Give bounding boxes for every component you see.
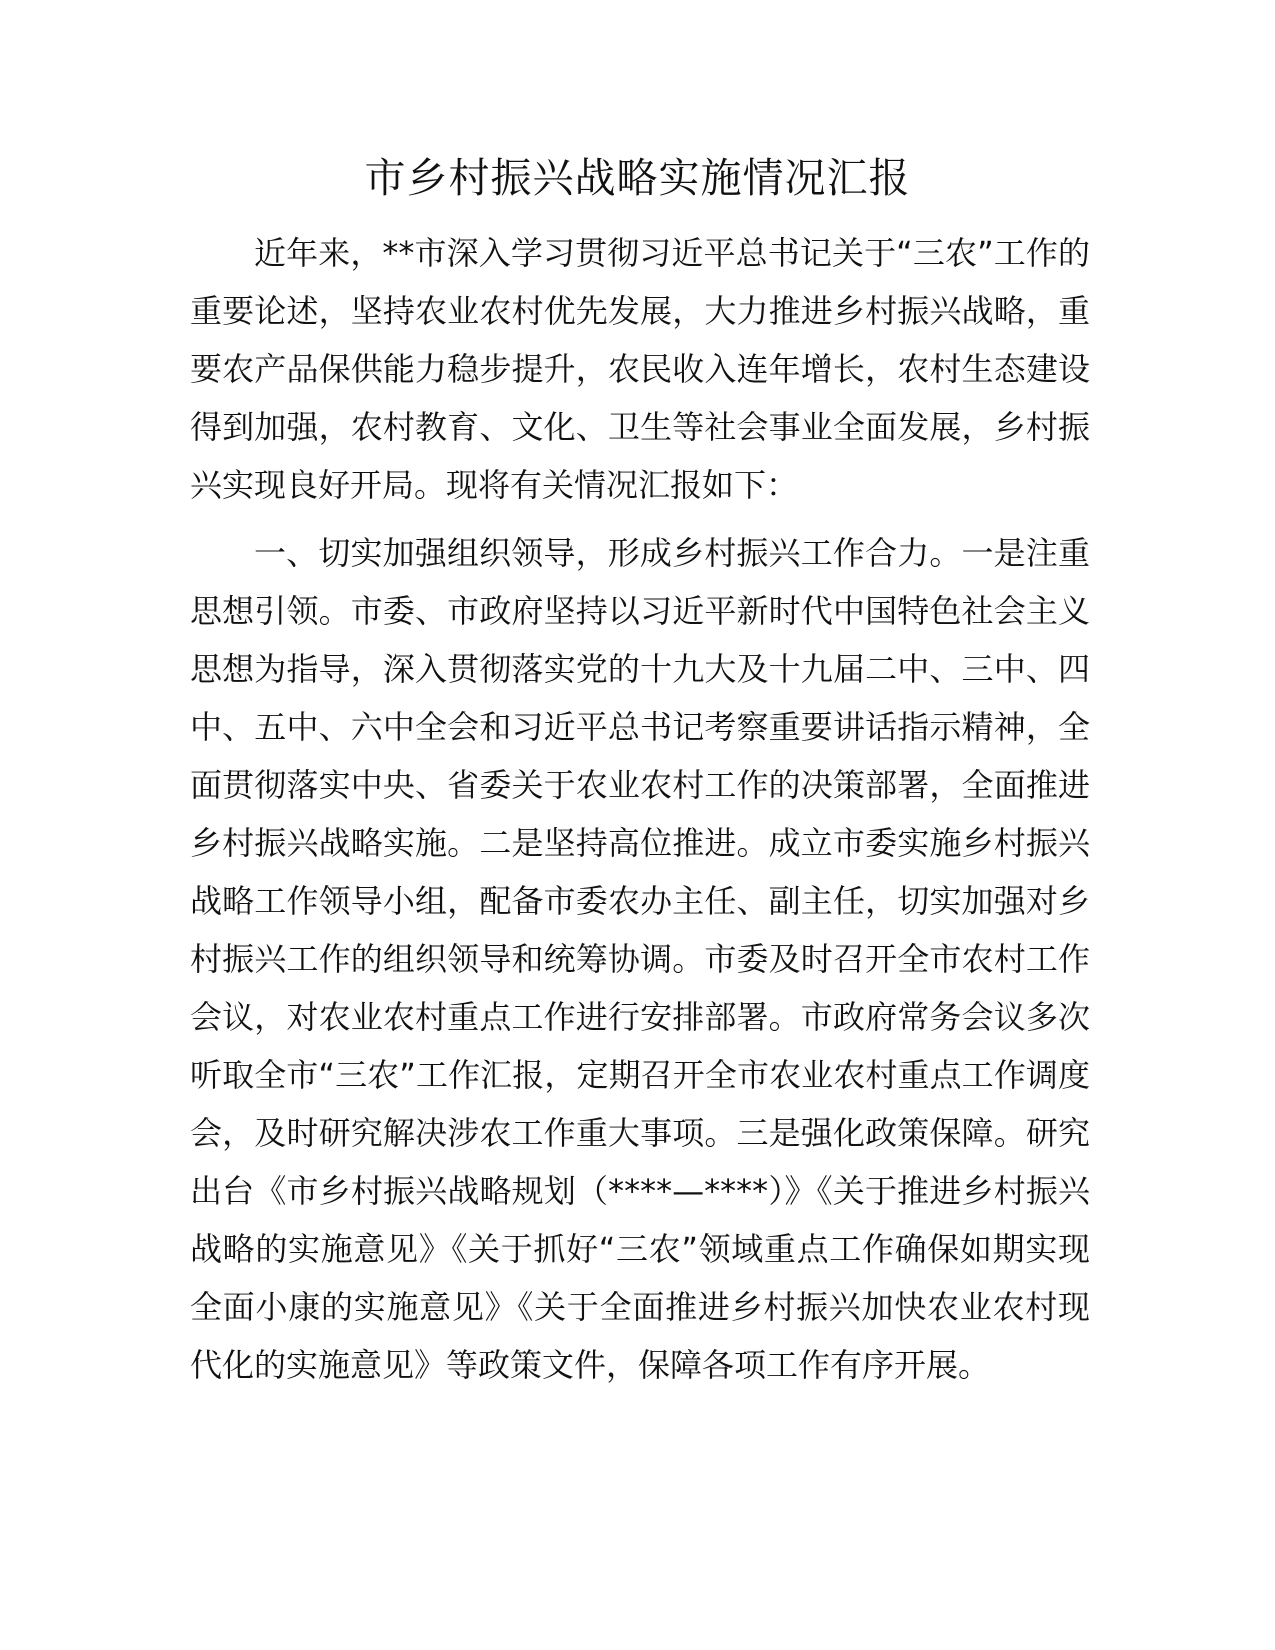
document-title: 市乡村振兴战略实施情况汇报 xyxy=(364,154,911,202)
paragraph-section-one: 一、切实加强组织领导，形成乡村振兴工作合力。一是注重思想引领。市委、市政府坚持以习近平新时代中国特色社会主义思想为指导，深入贯彻落实党的十九大及十九届二中、三中、四中、五中、六中全会和习近平总书记考察重要讲话指示精神，全面贯彻落实中央、省委关于农业农村工作的决策部署，全面推进乡村振兴战略实施。二是坚持高位推进。成立市委实施乡村振兴战略工作领导小组，配备市委农办主任、副主任，切实加强对乡村振兴工作的组织领导和统筹协调。市委及时召开全市农村工作会议，对农业农村重点工作进行安排部署。市政府常务会议多次听取全市“三农”工作汇报，定期召开全市农业农村重点工作调度会，及时研究解决涉农工作重大事项。三是强化政策保障。研究出台《市乡村振兴战略规划（****—****）》《关于推进乡村振兴战略的实施意见》《关于抓好“三农”领域重点工作确保如期实现全面小康的实施意见》《关于全面推进乡村振兴加快农业农村现代化的实施意见》等政策文件，保障各项工作有序开展。 xyxy=(190,534,1090,1384)
paragraph-intro: 近年来，**市深入学习贯彻习近平总书记关于“三农”工作的重要论述，坚持农业农村优先发展，大力推进乡村振兴战略，重要农产品保供能力稳步提升，农民收入连年增长，农村生态建设得到加强，农村教育、文化、卫生等社会事业全面发展，乡村振兴实现良好开局。现将有关情况汇报如下： xyxy=(190,234,1090,504)
document-body xyxy=(190,224,1090,1394)
